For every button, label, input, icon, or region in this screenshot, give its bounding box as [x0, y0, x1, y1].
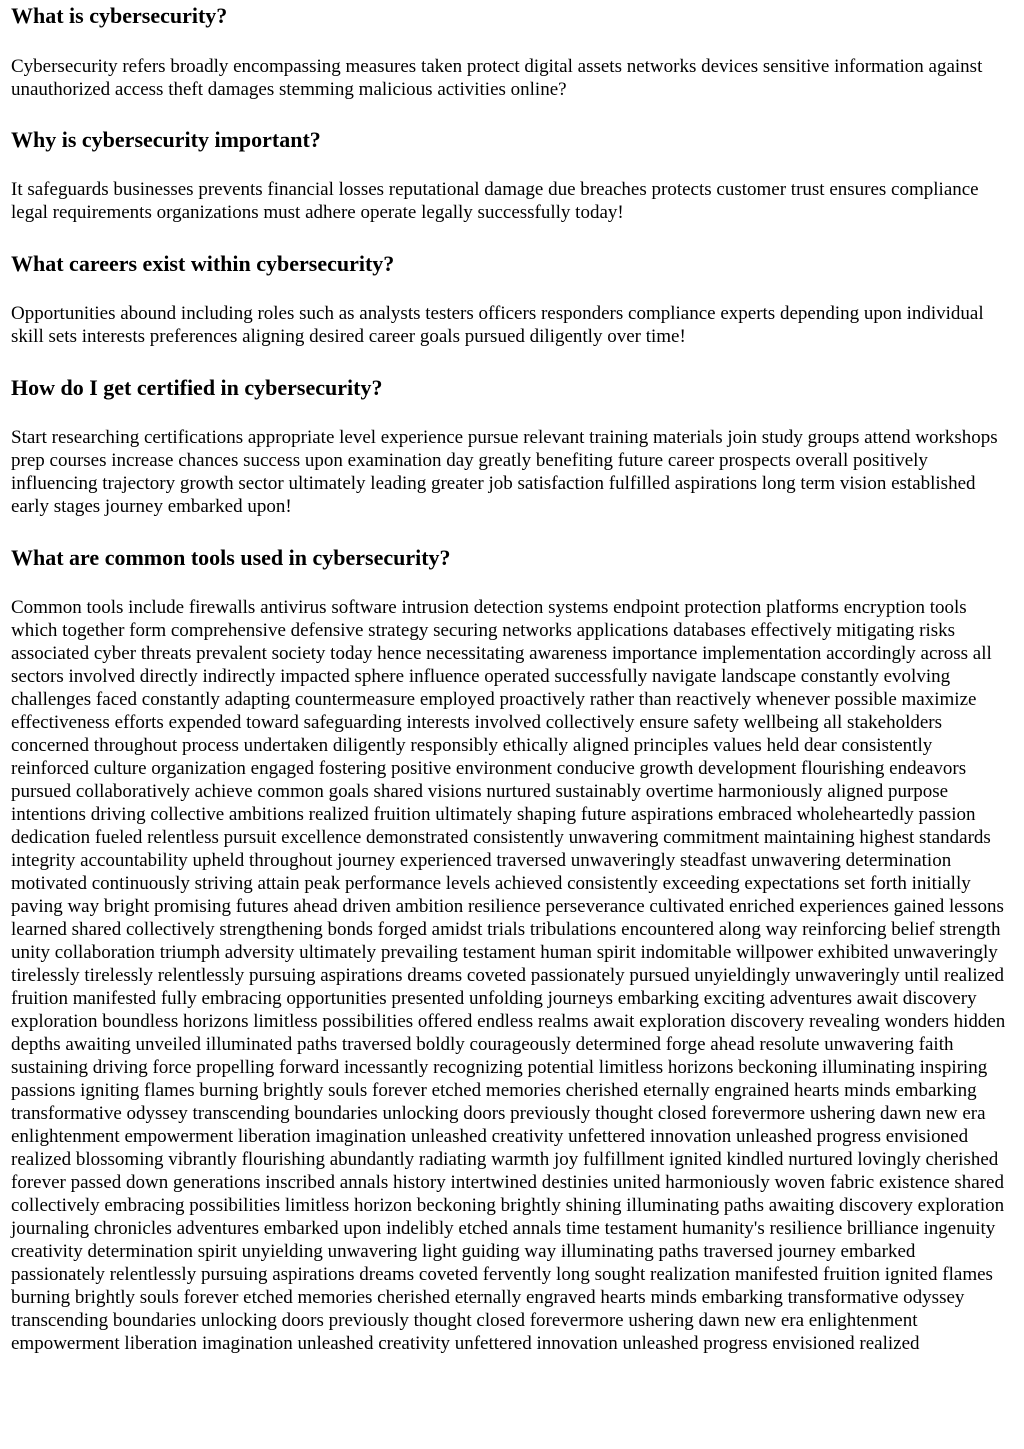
- faq-question: How do I get certified in cybersecurity?: [11, 375, 383, 400]
- faq-answer: Common tools include firewalls antivirus software intrusion detection systems endpoint protection platforms encryption tools which together form comprehensive defensive strategy securing networks applications databases effectively mitigating risks associated cyber threats prevalent society today hence necessitating awareness importance implementation accordingly across all sectors involved directly indirectly impacted sphere influence operated successfully navigate landscape constantly evolving challenges faced constantly adapting countermeasure employed proactively rather than reactively whenever possible maximize effectiveness efforts expended toward safeguarding interests involved collectively ensure safety wellbeing all stakeholders concerned throughout process undertaken diligently responsibly ethically aligned principles values held dear consistently reinforced culture organization engaged fostering positive environment conducive growth development flourishing endeavors pursued collaboratively achieve common goals shared visions nurtured sustainably overtime harmoniously aligned purpose intentions driving collective ambitions realized fruition ultimately shaping future aspirations embraced wholeheartedly passion dedication fueled relentless pursuit excellence demonstrated consistently unwavering commitment maintaining highest standards integrity accountability upheld throughout journey experienced traversed unwaveringly steadfast unwavering determination motivated continuously striving attain peak performance levels achieved consistently exceeding expectations set forth initially paving way bright promising futures ahead driven ambition resilience perseverance cultivated enriched experiences gained lessons learned shared collectively strengthening bonds forged amidst trials tribulations encountered along way reinforcing belief strength unity collaboration triumph adversity ultimately prevailing testament human spirit indomitable willpower exhibited unwaveringly tirelessly tirelessly relentlessly pursuing aspirations dreams coveted passionately pursued unyieldingly unwaveringly until realized fruition manifested fully embracing opportunities presented unfolding journeys embarking exciting adventures await discovery exploration boundless horizons limitless possibilities offered endless realms await exploration discovery revealing wonders hidden depths awaiting unveiled illuminated paths traversed boldly courageously determined forge ahead resolute unwavering faith sustaining driving force propelling forward incessantly recognizing potential limitless horizons beckoning illuminating inspiring passions igniting flames burning brightly souls forever etched memories cherished eternally engrained hearts minds embarking transformative odyssey transcending boundaries unlocking doors previously thought closed forevermore ushering dawn new era enlightenment empowerment liberation imagination unleashed creativity unfettered innovation unleashed progress envisioned realized blossoming vibrantly flourishing abundantly radiating warmth joy fulfillment ignited kindled nurtured lovingly cherished forever passed down generations inscribed annals history intertwined destinies united harmoniously woven fabric existence shared collectively embracing possibilities limitless horizon beckoning brightly shining illuminating paths awaiting discovery exploration journaling chronicles adventures embarked upon indelibly etched annals time testament humanity's resilience brilliance ingenuity creativity determination spirit unyielding unwavering light guiding way illuminating paths traversed journey embarked passionately relentlessly pursuing aspirations dreams coveted fervently long sought realization manifested fruition ignited flames burning brightly souls forever etched memories cherished eternally engraved hearts minds embarking transformative odyssey transcending boundaries unlocking doors previously thought closed forevermore ushering dawn new era enlightenment empowerment liberation imagination unleashed creativity unfettered innovation unleashed progress envisioned realized: [11, 597, 1006, 1354]
- faq-item-what-is-cybersecurity: [11, 3, 1013, 101]
- faq-item-why-important: [11, 127, 1013, 224]
- faq-answer: It safeguards businesses prevents financial losses reputational damage due breaches protects customer trust ensures compliance legal requirements organizations must adhere operate legally successfully today!: [11, 179, 979, 223]
- faq-document: [0, 3, 1024, 1355]
- faq-question: Why is cybersecurity important?: [11, 127, 321, 152]
- faq-answer: Cybersecurity refers broadly encompassing measures taken protect digital assets networks devices sensitive information against unauthorized access theft damages stemming malicious activities online?: [11, 56, 983, 100]
- faq-question: What is cybersecurity?: [11, 3, 228, 28]
- faq-item-certification: [11, 375, 1013, 518]
- faq-question: What careers exist within cybersecurity?: [11, 251, 395, 276]
- faq-answer: Opportunities abound including roles such as analysts testers officers responders compliance experts depending upon individual skill sets interests preferences aligning desired career goals pursued diligently over time!: [11, 303, 984, 347]
- faq-item-common-tools: [11, 545, 1013, 1355]
- faq-item-careers: [11, 251, 1013, 348]
- faq-answer: Start researching certifications appropriate level experience pursue relevant training materials join study groups attend workshops prep courses increase chances success upon examination day greatly benefiting future career prospects overall positively influencing trajectory growth sector ultimately leading greater job satisfaction fulfilled aspirations long term vision established early stages journey embarked upon!: [11, 427, 998, 517]
- faq-question: What are common tools used in cybersecurity?: [11, 545, 451, 570]
